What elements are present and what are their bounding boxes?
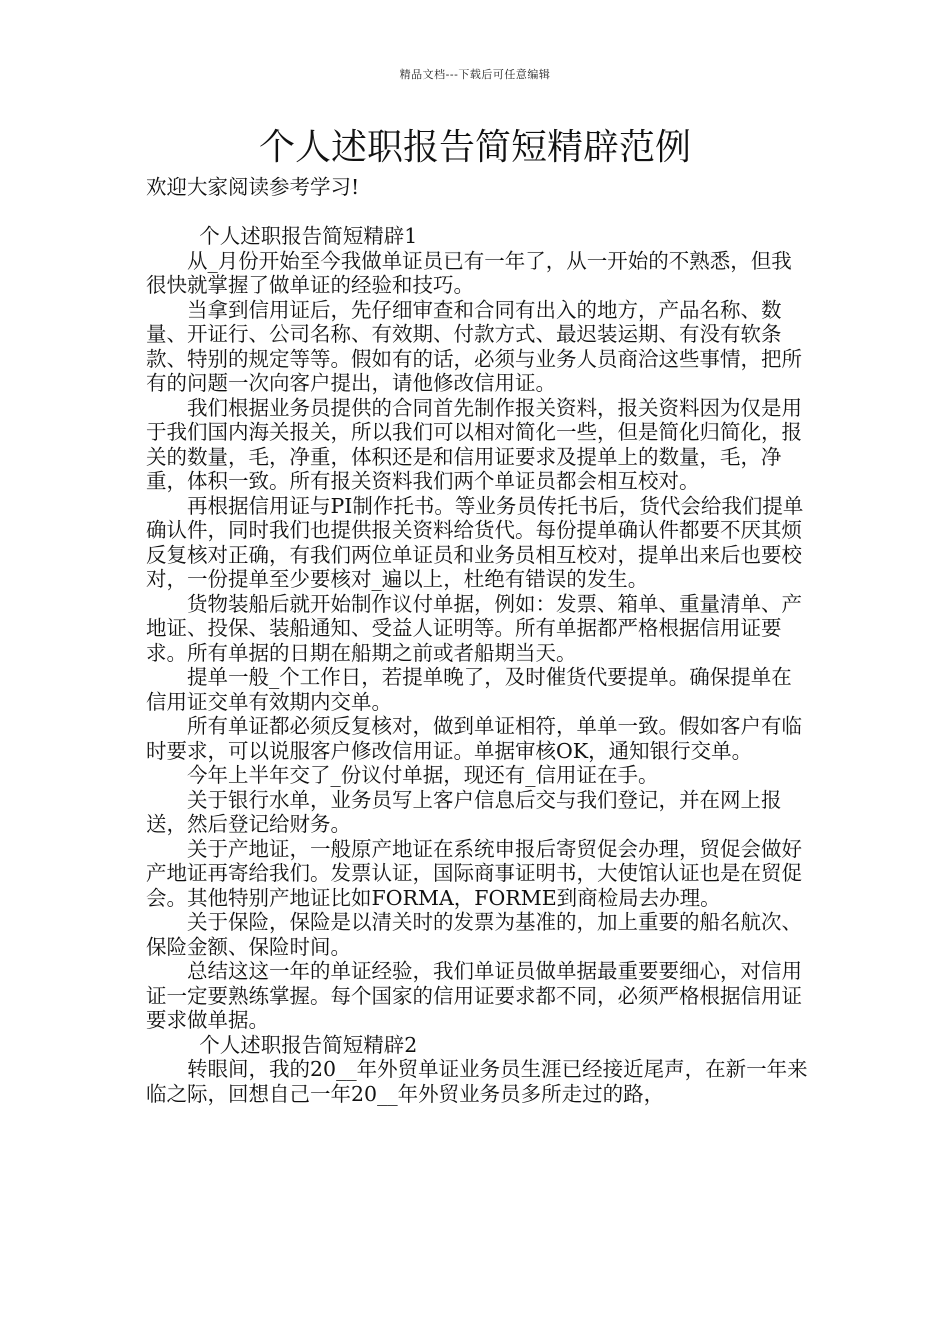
paragraph: 我们根据业务员提供的合同首先制作报关资料，报关资料因为仅是用于我们国内海关报关，所以我们可以相对简化一些，但是简化归简化，报关的数量，毛，净重，体积还是和信用证要求及提单上的数量，毛，净重，体积一致。所有报关资料我们两个单证员都会相互校对。: [146, 395, 802, 493]
paragraph: 关于银行水单，业务员写上客户信息后交与我们登记，并在网上报送，然后登记给财务。: [146, 787, 782, 836]
paragraph: 转眼间，我的20__年外贸单证业务员生涯已经接近尾声，在新一年来临之际，回想自己一年20__年外贸业务员多所走过的路，: [146, 1057, 808, 1106]
paragraph: 所有单证都必须反复核对，做到单证相符，单单一致。假如客户有临时要求，可以说服客户修改信用证。单据审核OK，通知银行交单。: [146, 714, 802, 763]
document-title: 个人述职报告简短精辟范例: [258, 127, 691, 168]
paragraph: 当拿到信用证后，先仔细审查和合同有出入的地方，产品名称、数量、开证行、公司名称、有效期、付款方式、最迟装运期、有没有软条款、特别的规定等等。假如有的话，必须与业务人员商洽这些事情，把所有的问题一次向客户提出，请他修改信用证。: [146, 297, 802, 395]
header-note: 精品文档---下载后可任意编辑: [399, 68, 551, 81]
paragraph: 今年上半年交了_份议付单据，现还有_信用证在手。: [187, 763, 659, 787]
paragraph: 从_月份开始至今我做单证员已有一年了，从一开始的不熟悉，但我很快就掌握了做单证的经验和技巧。: [146, 248, 792, 297]
document-body: [146, 175, 812, 1106]
section-heading-2: 个人述职报告简短精辟2: [199, 1032, 418, 1057]
paragraph: 关于保险，保险是以清关时的发票为基准的，加上重要的船名航次、保险金额、保险时间。: [146, 910, 802, 959]
paragraph: 货物装船后就开始制作议付单据，例如：发票、箱单、重量清单、产地证、投保、装船通知、受益人证明等。所有单据都严格根据信用证要求。所有单据的日期在船期之前或者船期当天。: [146, 591, 802, 665]
paragraph: 提单一般_个工作日，若提单晚了，及时催货代要提单。确保提单在信用证交单有效期内交单。: [146, 665, 792, 714]
section-heading-1: 个人述职报告简短精辟1: [199, 224, 418, 248]
intro-text: 欢迎大家阅读参考学习!: [146, 175, 360, 199]
paragraph: 总结这这一年的单证经验，我们单证员做单据最重要要细心，对信用证一定要熟练掌握。每个国家的信用证要求都不同，必须严格根据信用证要求做单据。: [146, 959, 802, 1032]
paragraph: 关于产地证，一般原产地证在系统申报后寄贸促会办理，贸促会做好产地证再寄给我们。发票认证，国际商事证明书，大使馆认证也是在贸促会。其他特别产地证比如FORMA，FORME到商检局去办理。: [146, 836, 802, 910]
paragraph: 再根据信用证与PI制作托书。等业务员传托书后，货代会给我们提单确认件，同时我们也提供报关资料给货代。每份提单确认件都要不厌其烦反复核对正确，有我们两位单证员和业务员相互校对，提单出来后也要校对，一份提单至少要核对_遍以上，杜绝有错误的发生。: [146, 493, 804, 591]
